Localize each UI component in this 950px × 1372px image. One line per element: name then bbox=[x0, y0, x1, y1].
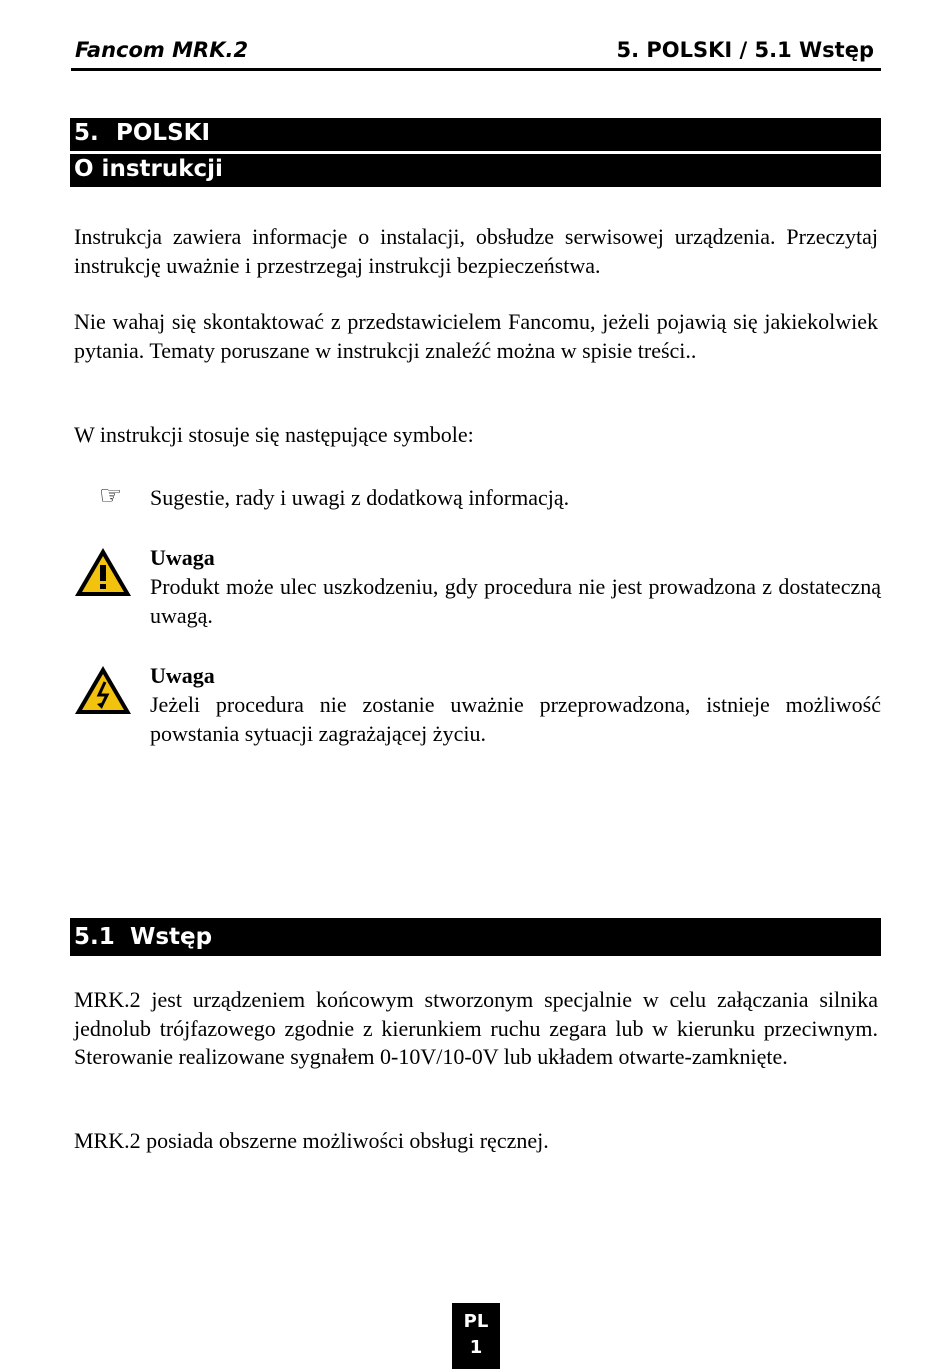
language-code: PL bbox=[463, 1311, 489, 1332]
section-path: 5. POLSKI / 5.1 Wstęp bbox=[616, 38, 874, 62]
section-title: POLSKI bbox=[116, 120, 211, 146]
warning-exclamation-icon bbox=[73, 546, 133, 598]
intro-paragraph-2: MRK.2 posiada obszerne możliwości obsługi ręcznej. bbox=[74, 1128, 549, 1153]
pointing-hand-icon: ☞ bbox=[99, 481, 123, 510]
page-number-box bbox=[452, 1303, 500, 1369]
subsection-title: O instrukcji bbox=[74, 156, 223, 182]
intro-paragraph-1: MRK.2 jest urządzeniem końcowym stworzonym specjalnie w celu załączania silnika jednolub trójfazowego zgodnie z kierunkiem ruchu zegara lub w kierunku przeciwnym. Sterowanie realizowane sygnałem 0-10V/10-0V lub układem otwarte-zamknięte. bbox=[74, 987, 878, 1069]
symbol-danger-title: Uwaga bbox=[150, 663, 215, 688]
section-heading-polski bbox=[70, 118, 881, 151]
symbol-danger-description: Jeżeli procedura nie zostanie uważnie przeprowadzona, istnieje możliwość powstania sytuacji zagrażającej życiu. bbox=[150, 692, 881, 746]
warning-lightning-icon bbox=[73, 664, 133, 716]
section-title: Wstęp bbox=[130, 924, 213, 950]
document-title: Fancom MRK.2 bbox=[75, 38, 249, 62]
symbol-caution-title: Uwaga bbox=[150, 545, 215, 570]
symbol-caution-text bbox=[150, 543, 881, 630]
symbol-caution-description: Produkt może ulec uszkodzeniu, gdy procedura nie jest prowadzona z dostateczną uwagą. bbox=[150, 574, 881, 628]
about-paragraph-1: Instrukcja zawiera informacje o instalacji, obsłudze serwisowej urządzenia. Przeczytaj instrukcję uważnie i przestrzegaj instrukcji bezpieczeństwa. bbox=[74, 224, 878, 278]
symbol-danger-text bbox=[150, 661, 881, 748]
page-number: 1 bbox=[469, 1337, 483, 1358]
section-number: 5. bbox=[74, 120, 99, 146]
symbol-hint-text: Sugestie, rady i uwagi z dodatkową informacją. bbox=[150, 485, 570, 510]
subsection-heading-about bbox=[70, 154, 881, 187]
section-heading-wstep bbox=[70, 918, 881, 956]
about-paragraph-3: W instrukcji stosuje się następujące symbole: bbox=[74, 422, 474, 447]
header-rule bbox=[71, 68, 881, 71]
about-paragraph-2: Nie wahaj się skontaktować z przedstawicielem Fancomu, jeżeli pojawią się jakiekolwiek pytania. Tematy poruszane w instrukcji znaleźć można w spisie treści.. bbox=[74, 309, 878, 363]
section-number: 5.1 bbox=[74, 924, 115, 950]
